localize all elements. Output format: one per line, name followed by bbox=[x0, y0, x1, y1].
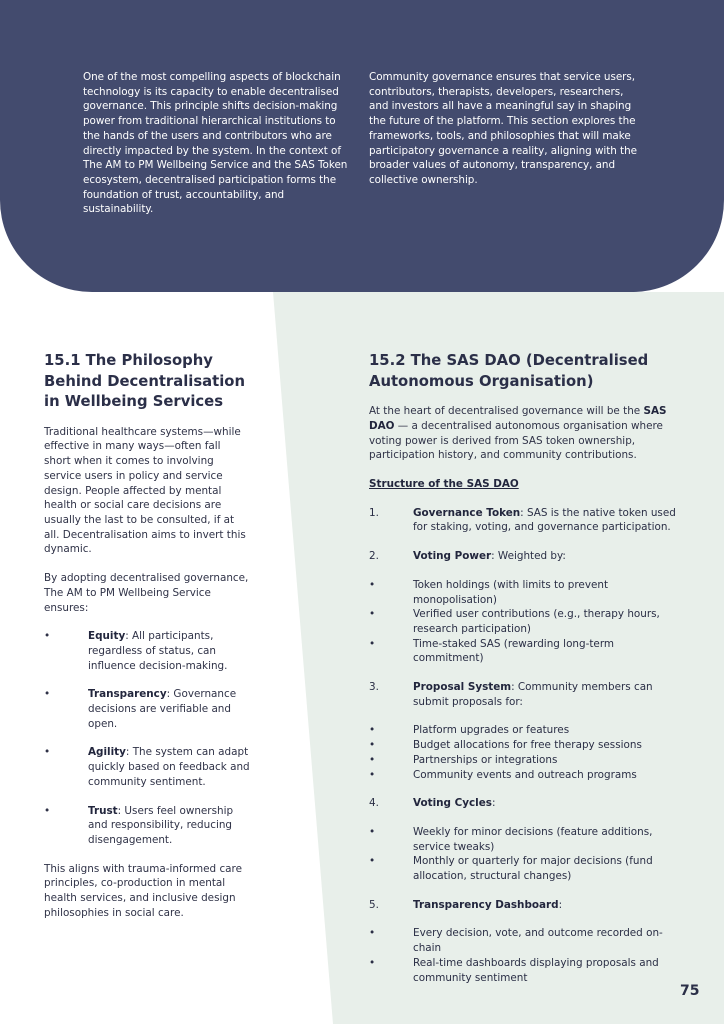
section-heading: 15.1 The Philosophy Behind Decentralisation in Wellbeing Services bbox=[44, 352, 245, 411]
item-term: Trust bbox=[88, 804, 118, 817]
bullet: • bbox=[44, 688, 51, 701]
numbered-item bbox=[369, 680, 679, 709]
item-number: 5. bbox=[369, 898, 379, 911]
item-number: 2. bbox=[369, 550, 379, 563]
list-item bbox=[44, 687, 250, 731]
item-text: Time-staked SAS (rewarding long-term commitment) bbox=[413, 637, 615, 665]
item-text: Real-time dashboards displaying proposals and community sentiment bbox=[413, 956, 659, 984]
item-text: Every decision, vote, and outcome recorded on-chain bbox=[413, 927, 663, 955]
bullet: • bbox=[369, 637, 376, 650]
item-term: Agility bbox=[88, 746, 126, 759]
item-text: : Community members can submit proposals for: bbox=[413, 681, 653, 708]
bullet: • bbox=[369, 578, 376, 591]
intro-left-text: One of the most compelling aspects of blockchain technology is its capacity to enable decentralised governance. This principle shifts decision-making power from traditional hierarchical institutions to the hands of the users and contributors who are directly impacted by the system. In the context of The AM to PM Wellbeing Service and the SAS Token ecosystem, decentralised participation forms the foundation of trust, accountability, and sustainability. bbox=[83, 71, 348, 216]
section-sas-dao bbox=[369, 351, 679, 985]
intro-right-text: Community governance ensures that service users, contributors, therapists, developers, researchers, and investors all have a meaningful say in shaping the future of the platform. This section explores the frameworks, tools, and philosophies that will make participatory governance a reality, aligning with the broader values of autonomy, transparency, and collective ownership. bbox=[369, 71, 637, 186]
item-text: Community events and outreach programs bbox=[413, 768, 637, 781]
numbered-item bbox=[369, 898, 679, 913]
bullet: • bbox=[369, 753, 376, 766]
list-item bbox=[44, 804, 250, 848]
bullet: • bbox=[369, 724, 376, 737]
list-item bbox=[369, 854, 679, 883]
paragraph bbox=[369, 404, 679, 463]
item-text: Token holdings (with limits to prevent monopolisation) bbox=[413, 578, 609, 606]
structure-heading: Structure of the SAS DAO bbox=[369, 478, 519, 490]
item-text: Platform upgrades or features bbox=[413, 724, 570, 737]
section-philosophy bbox=[44, 351, 250, 920]
bullet: • bbox=[44, 746, 51, 759]
item-text: : bbox=[491, 797, 496, 810]
bullet: • bbox=[44, 630, 51, 643]
intro-bold: SAS DAO bbox=[369, 405, 667, 432]
item-text: : The system can adapt quickly based on feedback and community sentiment. bbox=[88, 746, 250, 788]
numbered-item bbox=[369, 506, 679, 535]
page-number: 75 bbox=[680, 983, 700, 999]
list-item bbox=[369, 768, 679, 783]
item-term: Equity bbox=[88, 630, 126, 643]
list-item bbox=[369, 956, 679, 985]
numbered-item bbox=[369, 549, 679, 564]
item-text: : bbox=[558, 898, 563, 911]
bullet: • bbox=[369, 956, 376, 969]
item-text: Weekly for minor decisions (feature additions, service tweaks) bbox=[413, 825, 653, 853]
item-number: 3. bbox=[369, 681, 379, 694]
item-term: Proposal System bbox=[413, 681, 512, 694]
item-text: Partnerships or integrations bbox=[413, 753, 558, 766]
intro-banner bbox=[0, 0, 724, 292]
list-item bbox=[369, 578, 679, 607]
bullet: • bbox=[369, 608, 376, 621]
list-item bbox=[44, 629, 250, 673]
item-text: Budget allocations for free therapy sessions bbox=[413, 739, 642, 752]
item-term: Transparency bbox=[88, 688, 167, 701]
bullet: • bbox=[369, 855, 376, 868]
bullet: • bbox=[44, 804, 51, 817]
paragraph: By adopting decentralised governance, The AM to PM Wellbeing Service ensures: bbox=[44, 572, 249, 614]
structure-list bbox=[369, 506, 679, 986]
list-item bbox=[369, 753, 679, 768]
section-heading: 15.2 The SAS DAO (Decentralised Autonomous Organisation) bbox=[369, 352, 649, 390]
bullet: • bbox=[369, 927, 376, 940]
item-term: Transparency Dashboard bbox=[413, 898, 559, 911]
list-item bbox=[369, 723, 679, 738]
bullet: • bbox=[369, 739, 376, 752]
item-text: : Users feel ownership and responsibility, reducing disengagement. bbox=[88, 804, 234, 846]
item-text: : All participants, regardless of status, can influence decision-making. bbox=[88, 630, 228, 672]
item-text: Verified user contributions (e.g., therapy hours, research participation) bbox=[413, 608, 660, 635]
item-number: 4. bbox=[369, 797, 379, 810]
paragraph: Traditional healthcare systems—while effective in many ways—often fall short when it comes to involving service users in policy and service design. People affected by mental health or social care decisions are usually the last to be consulted, if at all. Decentralisation aims to invert this dynamic. bbox=[44, 425, 246, 556]
list-item bbox=[369, 926, 679, 955]
list-item bbox=[369, 607, 679, 636]
list-item bbox=[369, 825, 679, 854]
item-text: Monthly or quarterly for major decisions (fund allocation, structural changes) bbox=[413, 855, 653, 883]
item-term: Voting Power bbox=[413, 550, 492, 563]
list-item bbox=[369, 738, 679, 753]
item-text: : SAS is the native token used for staking, voting, and governance participation. bbox=[413, 506, 676, 534]
numbered-item bbox=[369, 796, 679, 811]
bullet: • bbox=[369, 768, 376, 781]
item-term: Governance Token bbox=[413, 506, 521, 519]
item-number: 1. bbox=[369, 506, 379, 519]
list-item bbox=[369, 637, 679, 666]
item-text: : Governance decisions are verifiable and open. bbox=[88, 688, 237, 730]
intro-text: At the heart of decentralised governance will be the bbox=[369, 405, 644, 418]
item-term: Voting Cycles bbox=[413, 797, 492, 810]
ensures-list bbox=[44, 629, 250, 847]
paragraph: This aligns with trauma-informed care principles, co-production in mental health services, and inclusive design philosophies in social care. bbox=[44, 862, 242, 919]
bullet: • bbox=[369, 825, 376, 838]
list-item bbox=[44, 745, 250, 789]
item-text: : Weighted by: bbox=[491, 550, 566, 563]
intro-text: — a decentralised autonomous organisation where voting power is derived from SAS token ownership, participation history, and community contributions. bbox=[369, 419, 663, 462]
